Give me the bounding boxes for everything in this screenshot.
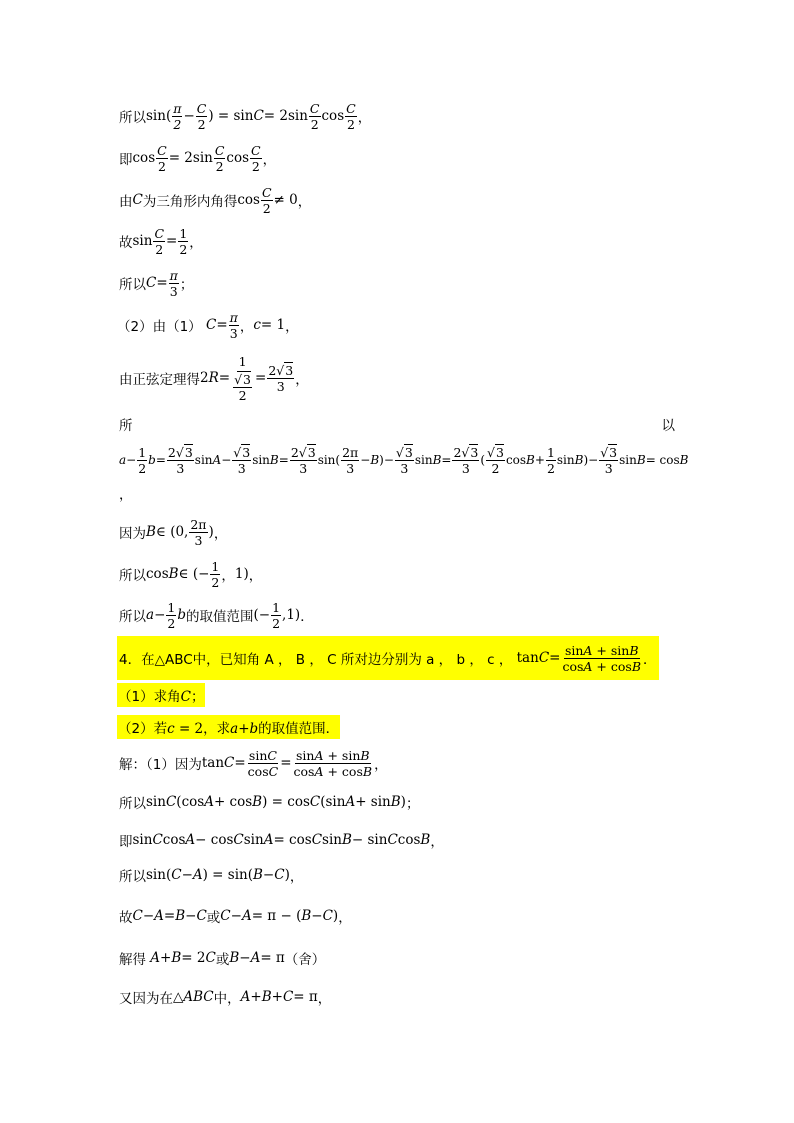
text: 所以 [119,568,146,584]
question-4-part-2: （2）若c = 2，求a+b的取值范围． [117,707,340,747]
solution-7: 又因为在 △ ABC 中， A + B + C = π ， [119,989,332,1007]
solution-3: 即 sin C cos A − cos C sin A = cos C sin B − sin C cos B ， [119,832,444,850]
text: 所以 [119,869,146,885]
text: 为三角形内角得 [142,194,238,210]
text: （舍） [284,952,326,968]
line-4: 故 sin $\frac{C}{2}$ = $\frac{1}{2}$ ， [119,225,203,257]
text: 所 [119,418,133,434]
solution-4: 所以 sin( C − A ) = sin( B − C ) ， [119,867,304,885]
text: 故 [119,910,133,926]
text: 由 [119,194,133,210]
text: 又因为在 [119,991,173,1007]
solution-6: 解得 A + B = 2 C 或 B − A = π （舍） [119,950,326,968]
text: 即 [119,834,133,850]
line-7: 由正弦定理得 2 R = $\frac{1}{\frac{√3}{2}}$ = $\frac{2√3}{3}$ ， [119,354,309,403]
solution-5: 故 C − A = B − C 或 C − A = π − ( B − C ) ， [119,908,352,926]
solution-1: 解：（1）因为 tan C = $\frac{\sin C}{\cos C}$ = $\frac{\sin A + \sin B}{\cos A + \cos B}$ ， [119,747,388,779]
text: 中， [213,991,241,1007]
line-6: （2）由（1） C = $\frac{\pi}{3}$ ， c = 1 ， [117,309,299,341]
question-4-part-1: （1）求角C； [117,675,205,715]
text: 所以 [119,110,146,126]
text: 或 [215,952,230,968]
line-11: 所以 cos B ∈ (− $\frac{1}{2}$ ， 1) ， [119,558,263,590]
line-2: 即 cos $\frac{C}{2}$ = 2sin $\frac{C}{2}$ cos $\frac{C}{2}$ ， [119,142,277,174]
text: 或 [206,910,221,926]
text: （1）求角 [118,689,181,705]
solution-2: 所以 sin C (cos A + cos B ) = cos C (sin A + sin B ) ； [119,794,420,812]
line-10: 因为 B ∈ (0, $\frac{2\pi}{3}$ ) ， [119,516,228,548]
text: 故 [119,235,133,251]
text: 解：（1）因为 [119,757,202,773]
text: 因为 [119,526,146,542]
text: 的取值范围． [258,721,340,737]
line-5: 所以 C = $\frac{\pi}{3}$ ； [119,267,194,299]
text: 所以 [119,277,146,293]
line-3: 由 C 为三角形内角得 cos $\frac{C}{2}$ ≠ 0 ， [119,184,312,216]
text: 解得 [119,952,146,968]
text: ，求 [203,721,231,737]
text: 所以 [119,796,146,812]
text: （2）若 [118,721,168,737]
text: （2）由（1） [117,319,202,335]
question-4-text: 4．在△ABC中，已知角 A ， B ， C 所对边分别为 a ， b ， c ， [119,652,513,668]
text: 以 [661,418,675,434]
question-4: 4．在△ABC中，已知角 A ， B ， C 所对边分别为 a ， b ， c ， tan C = $\frac{\sin A + \sin B}{\cos A + \cos B}$ ． [117,636,659,680]
line-12: 所以 a − $\frac{1}{2}$ b 的取值范围 (− $\frac{1}{2}$ ,1) ． [119,599,314,631]
line-1: 所以 sin( $\frac{\pi}{2}$ − $\frac{C}{2}$ ) = sin C = 2sin $\frac{C}{2}$ cos $\frac{C}{2}$ ， [119,100,372,132]
line-9-comma: ， [119,487,133,503]
text: 即 [119,152,133,168]
text: 由正弦定理得 [119,372,200,388]
text: 所以 [119,609,146,625]
line-9-formula: a − $\frac{1}{2}$ b = $\frac{2√3}{3}$ sin A − $\frac{√3}{3}$ sin B = $\frac{2√3}{3}$ sin( $\frac{2\pi}{3}$ − B )− $\frac{√3}{3}$ sin B = $\frac{2√3}{3}$ ( $\frac{√3}{2}$ cos B + $\frac{1}{2}$ sin B )− $\frac{√3}{3}$ sin B = cos B [119,444,689,476]
text: 的取值范围 [185,609,254,625]
